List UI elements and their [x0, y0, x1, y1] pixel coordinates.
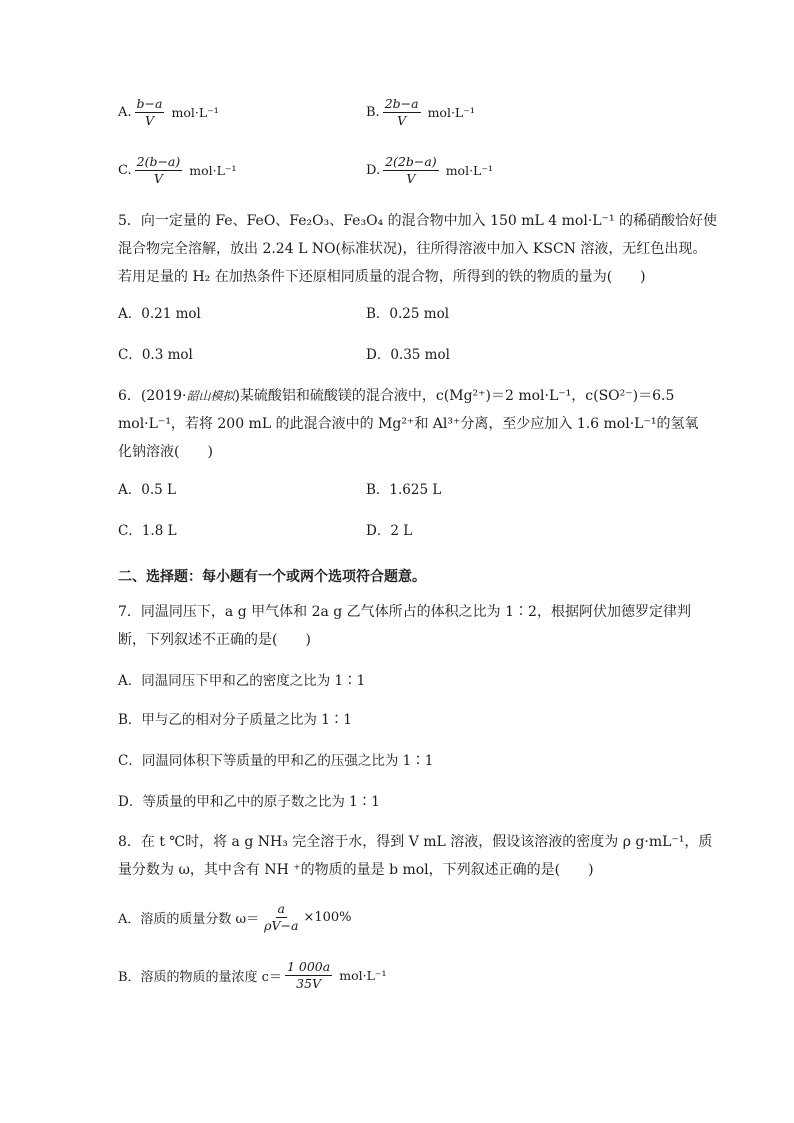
- q7-option-d: D．等质量的甲和乙中的原子数之比为 1∶1: [118, 794, 380, 810]
- q4-option-c: [118, 155, 237, 186]
- stem-line: 化钠溶液( ): [118, 444, 213, 460]
- stem-line: 8．在 t ℃时，将 a g NH₃ 完全溶于水，得到 V mL 溶液，假设该溶液的密度为 ρ g·mL⁻¹，质: [118, 834, 713, 850]
- stem-line: 5．向一定量的 Fe、FeO、Fe₂O₃、Fe₃O₄ 的混合物中加入 150 mL 4 mol·L⁻¹ 的稀硝酸恰好使: [118, 213, 718, 229]
- fraction: [285, 960, 332, 991]
- stem-line: 7．同温同压下，a g 甲气体和 2a g 乙气体所占的体积之比为 1∶2，根据阿伏加德罗定律判: [118, 604, 691, 620]
- option-label: C.: [118, 162, 132, 178]
- section-heading: 二、选择题：每小题有一个或两个选项符合题意。: [118, 569, 426, 585]
- fraction: [383, 97, 421, 128]
- unit: mol·L⁻¹: [339, 967, 387, 983]
- numerator: 2b−a: [384, 96, 419, 111]
- question-8-stem: [118, 828, 713, 884]
- numerator: 1 000a: [286, 959, 331, 974]
- option-text: A．溶质的质量分数 ω＝: [118, 911, 260, 927]
- stem-line: 量分数为 ω，其中含有 NH ⁺的物质的量是 b mol，下列叙述正确的是( ): [118, 862, 594, 878]
- stem-line: 若用足量的 H₂ 在加热条件下还原相同质量的混合物，所得到的铁的物质的量为( ): [118, 269, 646, 285]
- denominator: V: [144, 112, 155, 128]
- option-suffix: ×100%: [303, 909, 352, 925]
- question-number: 6．(2019·: [118, 388, 187, 404]
- denominator: ρV−a: [264, 917, 299, 933]
- q6-option-b: B．1.625 L: [366, 482, 442, 498]
- q7-option-c: C．同温同体积下等质量的甲和乙的压强之比为 1∶1: [118, 753, 434, 769]
- q5-option-d: D．0.35 mol: [366, 347, 450, 363]
- question-6-stem: [118, 382, 699, 466]
- denominator: V: [397, 112, 407, 128]
- stem-text: )某硫酸铝和硫酸镁的混合液中，c(Mg²⁺)＝2 mol·L⁻¹，c(SO²⁻)＝6.5: [234, 388, 675, 404]
- stem-line: 断，下列叙述不正确的是( ): [118, 632, 311, 648]
- unit: mol·L⁻¹: [189, 162, 237, 178]
- question-7-stem: [118, 598, 691, 654]
- unit: mol·L⁻¹: [445, 162, 493, 178]
- q4-option-d: [366, 155, 493, 186]
- q4-option-a: [118, 97, 219, 128]
- stem-line: 混合物完全溶解，放出 2.24 L NO(标准状况)，往所得溶液中加入 KSCN 溶液，无红色出现。: [118, 241, 707, 257]
- stem-line: [118, 382, 678, 410]
- q5-option-a: A．0.21 mol: [118, 306, 201, 322]
- fraction: [383, 155, 439, 186]
- q6-option-a: A．0.5 L: [118, 482, 176, 498]
- fraction: [135, 97, 165, 128]
- fraction: [135, 155, 183, 186]
- numerator: 2(b−a): [136, 154, 181, 169]
- numerator: 2(2b−a): [385, 154, 437, 169]
- q7-option-b: B．甲与乙的相对分子质量之比为 1∶1: [118, 712, 352, 728]
- q5-option-c: C．0.3 mol: [118, 347, 193, 363]
- unit: mol·L⁻¹: [171, 104, 219, 120]
- q4-option-b: [366, 97, 475, 128]
- option-label: D.: [366, 162, 381, 178]
- denominator: V: [406, 170, 416, 186]
- q5-option-b: B．0.25 mol: [366, 306, 450, 322]
- q8-option-b: [118, 960, 386, 991]
- numerator: a: [277, 901, 285, 916]
- question-5-stem: [118, 207, 718, 291]
- q7-option-a: A．同温同压下甲和乙的密度之比为 1∶1: [118, 673, 366, 689]
- denominator: 35V: [296, 975, 322, 991]
- numerator: b−a: [136, 96, 163, 111]
- q6-option-c: C．1.8 L: [118, 523, 177, 539]
- q8-option-a: [118, 902, 352, 933]
- source-label: 韶山模拟: [186, 389, 235, 403]
- unit: mol·L⁻¹: [427, 104, 475, 120]
- option-label: A.: [118, 104, 132, 120]
- option-label: B.: [366, 104, 380, 120]
- option-text: B．溶质的物质的量浓度 c＝: [118, 969, 282, 985]
- denominator: V: [153, 170, 163, 186]
- q6-option-d: D．2 L: [366, 523, 413, 539]
- stem-line: mol·L⁻¹，若将 200 mL 的此混合液中的 Mg²⁺和 Al³⁺分离，至少应加入 1.6 mol·L⁻¹的氢氧: [118, 416, 699, 432]
- fraction: [262, 902, 300, 933]
